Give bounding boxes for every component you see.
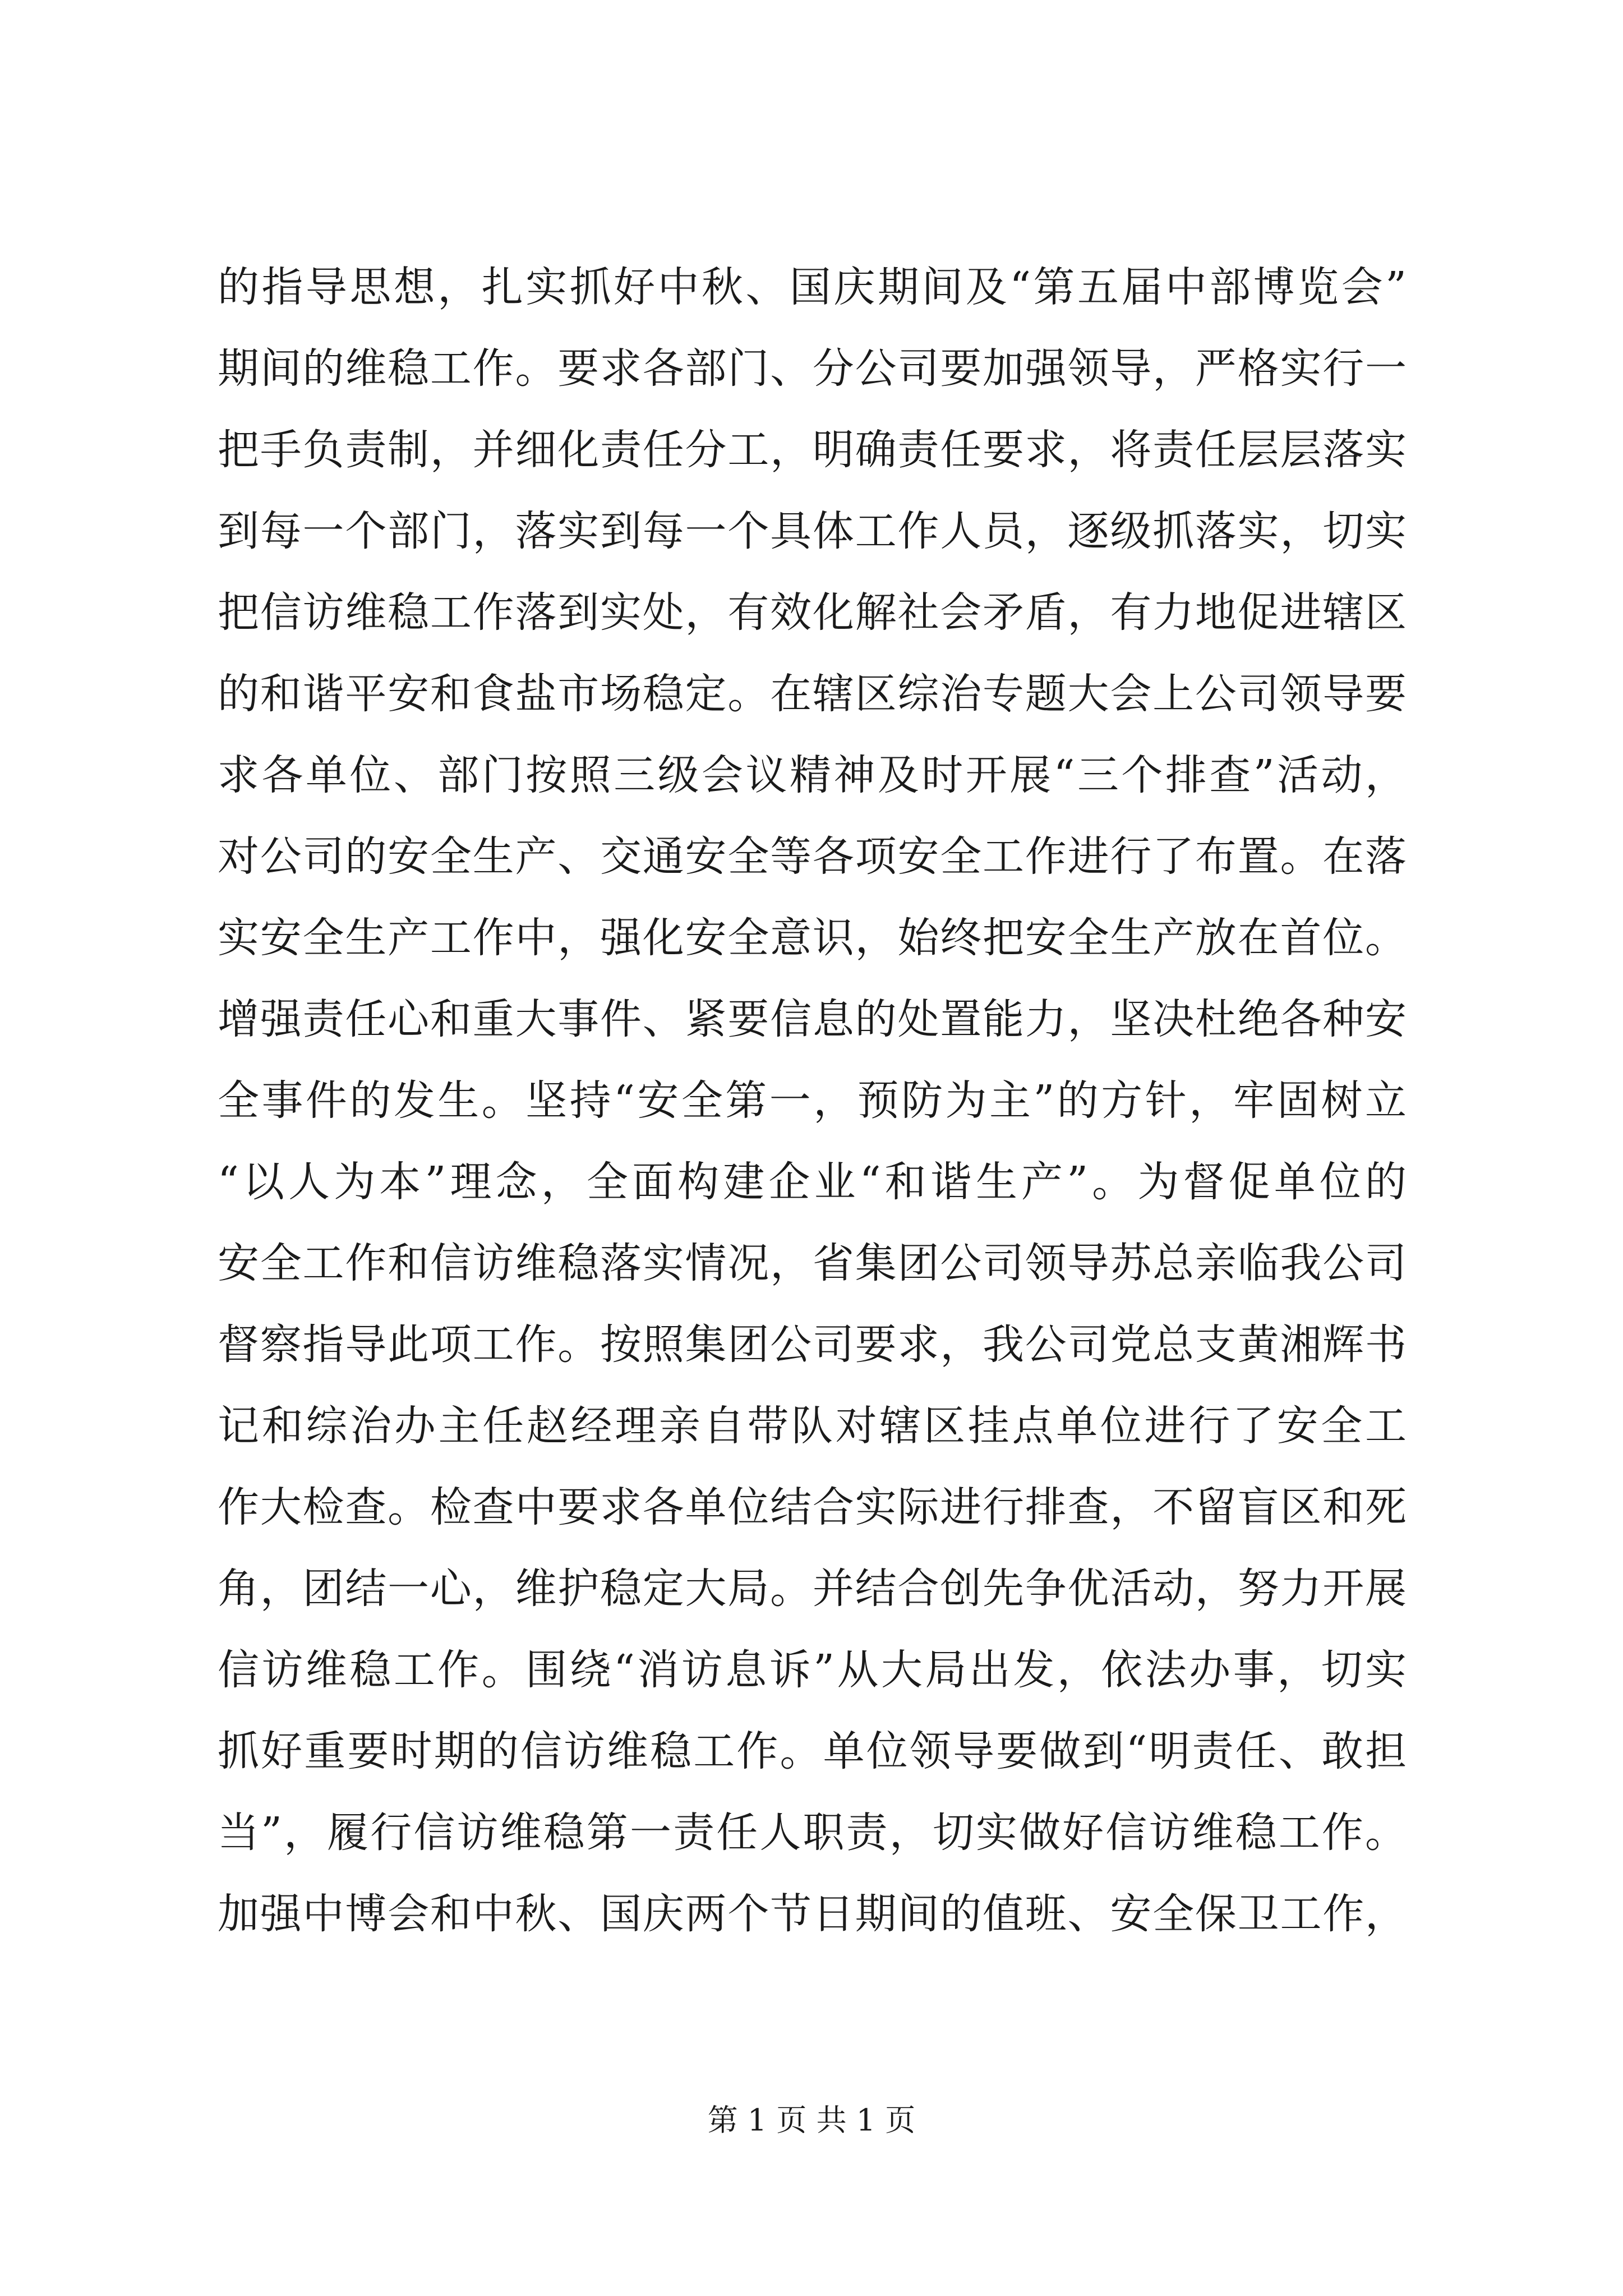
- text-line: 信访维稳工作。围绕“消访息诉”从大局出发，依法办事，切实: [218, 1646, 1407, 1694]
- text-line: 角，团结一心，维护稳定大局。并结合创先争优活动，努力开展: [218, 1565, 1407, 1613]
- page-footer: [0, 2101, 1623, 2140]
- text-line: 求各单位、部门按照三级会议精神及时开展“三个排查”活动，: [218, 751, 1407, 799]
- text-line: 把手负责制，并细化责任分工，明确责任要求，将责任层层落实: [218, 426, 1407, 474]
- text-line: 增强责任心和重大事件、紧要信息的处置能力，坚决杜绝各种安: [218, 995, 1407, 1043]
- text-line: 的指导思想，扎实抓好中秋、国庆期间及“第五届中部博览会”: [218, 263, 1407, 311]
- text-line: 督察指导此项工作。按照集团公司要求，我公司党总支黄湘辉书: [218, 1320, 1407, 1369]
- text-line: 安全工作和信访维稳落实情况，省集团公司领导苏总亲临我公司: [218, 1239, 1407, 1287]
- text-line: 当”，履行信访维稳第一责任人职责，切实做好信访维稳工作。: [218, 1809, 1407, 1857]
- text-line: 实安全生产工作中，强化安全意识，始终把安全生产放在首位。: [218, 914, 1407, 962]
- body-text: [218, 247, 1407, 1955]
- text-line: 加强中博会和中秋、国庆两个节日期间的值班、安全保卫工作，: [218, 1890, 1407, 1938]
- text-line: 记和综治办主任赵经理亲自带队对辖区挂点单位进行了安全工: [218, 1402, 1407, 1450]
- text-line: “以人为本”理念，全面构建企业“和谐生产”。为督促单位的: [218, 1158, 1407, 1206]
- text-line: 的和谐平安和食盐市场稳定。在辖区综治专题大会上公司领导要: [218, 670, 1407, 718]
- text-line: 到每一个部门，落实到每一个具体工作人员，逐级抓落实，切实: [218, 507, 1407, 555]
- text-line: 对公司的安全生产、交通安全等各项安全工作进行了布置。在落: [218, 832, 1407, 881]
- text-line: 抓好重要时期的信访维稳工作。单位领导要做到“明责任、敢担: [218, 1727, 1407, 1775]
- text-line: 把信访维稳工作落到实处，有效化解社会矛盾，有力地促进辖区: [218, 588, 1407, 637]
- text-line: 全事件的发生。坚持“安全第一，预防为主”的方针，牢固树立: [218, 1076, 1407, 1125]
- text-line: 期间的维稳工作。要求各部门、分公司要加强领导，严格实行一: [218, 344, 1407, 393]
- page-number-label: 第 1 页 共 1 页: [707, 2102, 916, 2138]
- text-line: 作大检查。检查中要求各单位结合实际进行排查，不留盲区和死: [218, 1483, 1407, 1531]
